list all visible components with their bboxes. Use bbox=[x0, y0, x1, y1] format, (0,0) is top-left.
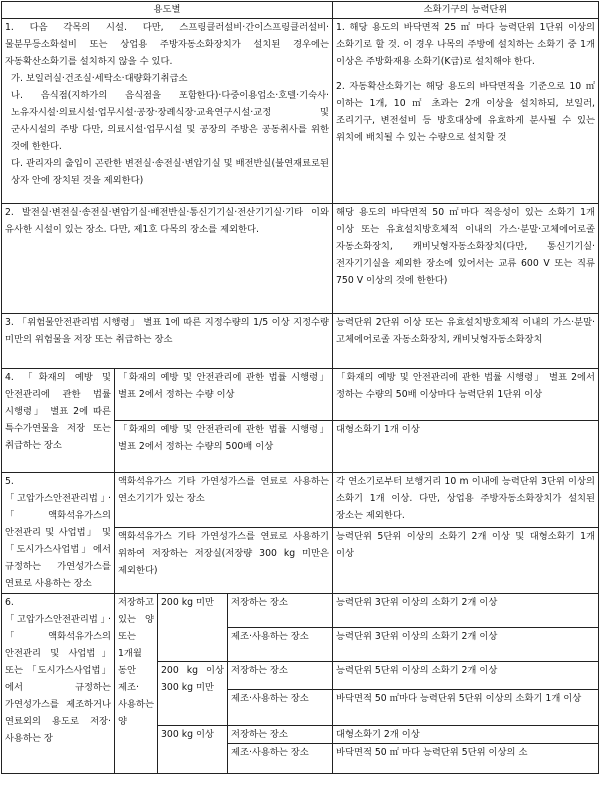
row5a-capacity-cell: 각 연소기로부터 보행거리 10 m 이내에 능력단위 3단위 이상의 소화기 1개 이상. 다만, 상업용 주방자동소화장치가 설치된 장소는 제외한다. bbox=[333, 473, 599, 528]
row6-use-manufacture: 제조·사용하는 장소 bbox=[228, 628, 333, 662]
row1-intro: 1. 다음 각목의 시설. 다만, 스프링클러설비·간이스프링클러설비·물분무등소화설비 또는 상업용 주방자동소화장치가 설치된 경우에는 자동확산소화기를 설치하지 않을 수 있다. bbox=[5, 22, 330, 67]
row2-capacity-cell: 해당 용도의 바닥면적 50 ㎡마다 적응성이 있는 소화기 1개 이상 또는 유효설치방호체적 이내의 가스·분말·고체에어로졸 자동소화장치, 캐비닛형자동소화장치(다만, 통신기기실·전자기기실을 제외한 장소에 있어서는 교류 600 V 또는 직류 750 V 이상의 것에 한한다) bbox=[333, 204, 599, 314]
row1-capacity-para1: 1. 해당 용도의 바닥면적 25 ㎡ 마다 능력단위 1단위 이상의 소화기로 할 것. 이 경우 나목의 주방에 설치하는 소화기 중 1개 이상은 주방화재용 소화기(K급)로 설치해야 한다. bbox=[336, 22, 596, 67]
row1-capacity-cell bbox=[333, 19, 599, 204]
header-usage: 용도별 bbox=[2, 2, 333, 19]
table-row bbox=[2, 594, 599, 628]
table-row bbox=[2, 369, 599, 421]
table-header-row bbox=[2, 2, 599, 19]
row4-usage-cell: 4. 「화재의 예방 및 안전관리에 관한 법률 시행령」 별표 2에 따른 특수가연물을 저장 또는 취급하는 장소 bbox=[2, 369, 115, 473]
row5a-condition-cell: 액화석유가스 기타 가연성가스를 연료로 사용하는 연소기기가 있는 장소 bbox=[115, 473, 333, 528]
row1-item-ga: 가. 보일러실·건조실·세탁소·대량화기취급소 bbox=[11, 73, 188, 84]
row6-requirement: 바닥면적 50 ㎡마다 능력단위 5단위 이상의 소화기 1개 이상 bbox=[333, 690, 599, 726]
row6-use-manufacture: 제조·사용하는 장소 bbox=[228, 690, 333, 726]
header-capacity: 소화기구의 능력단위 bbox=[333, 2, 599, 19]
row3-capacity-cell: 능력단위 2단위 이상 또는 유효설치방호체적 이내의 가스·분말·고체에어로졸 자동소화장치, 캐비닛형자동소화장치 bbox=[333, 314, 599, 369]
table-row bbox=[2, 204, 599, 314]
row6-use-storage: 저장하는 장소 bbox=[228, 726, 333, 744]
row6-use-storage: 저장하는 장소 bbox=[228, 662, 333, 690]
table-row bbox=[2, 473, 599, 528]
row6-usage-cell: 6. 「고압가스안전관리법」·「액화석유가스의 안전관리 및 사업법」 또는 「도시가스사업법」에서 규정하는 가연성가스를 제조하거나 연료외의 용도로 저장·사용하는 장 bbox=[2, 594, 115, 774]
row6-requirement: 대형소화기 2개 이상 bbox=[333, 726, 599, 744]
row1-item-na: 나. 음식점(지하가의 음식점을 포함한다)·다중이용업소·호텔·기숙사·노유자시설·의료시설·업무시설·공장·장례식장·교육연구시설·교정 및 군사시설의 주방 다만, 의료시설·업무시설 및 공장의 주방은 공동취사를 위한 것에 한한다. bbox=[11, 90, 330, 152]
row4a-condition-cell: 「화재의 예방 및 안전관리에 관한 법률 시행령」 별표 2에서 정하는 수량 이상 bbox=[115, 369, 333, 421]
row6-qty-200-300: 200 kg 이상 300 kg 미만 bbox=[158, 662, 228, 726]
row4b-condition-cell: 「화재의 예방 및 안전관리에 관한 법률 시행령」 별표 2에서 정하는 수량의 500배 이상 bbox=[115, 421, 333, 473]
row5-usage-cell: 5. 「고압가스안전관리법」·「액화석유가스의 안전관리 및 사업법」 및 「도시가스사업법」에서 규정하는 가연성가스를 연료로 사용하는 장소 bbox=[2, 473, 115, 594]
row6-requirement: 능력단위 5단위 이상의 소화기 2개 이상 bbox=[333, 662, 599, 690]
row6-use-manufacture: 제조·사용하는 장소 bbox=[228, 744, 333, 774]
row4b-capacity-cell: 대형소화기 1개 이상 bbox=[333, 421, 599, 473]
extinguisher-capacity-table bbox=[1, 1, 599, 774]
row3-usage-cell: 3. 「위험물안전관리법 시행령」 별표 1에 따른 지정수량의 1/5 이상 지정수량 미만의 위험물을 저장 또는 취급하는 장소 bbox=[2, 314, 333, 369]
row6-qty-under-200: 200 kg 미만 bbox=[158, 594, 228, 662]
row6-quantity-basis-cell: 저장하고 있는 양 또는 1개월 동안 제조·사용하는 양 bbox=[115, 594, 158, 774]
row6-requirement: 능력단위 3단위 이상의 소화기 2개 이상 bbox=[333, 628, 599, 662]
row5b-condition-cell: 액화석유가스 기타 가연성가스를 연료로 사용하기 위하여 저장하는 저장실(저장량 300 kg 미만은 제외한다) bbox=[115, 528, 333, 594]
row4a-capacity-cell: 「화재의 예방 및 안전관리에 관한 법률 시행령」 별표 2에서 정하는 수량의 50배 이상마다 능력단위 1단위 이상 bbox=[333, 369, 599, 421]
row1-item-da: 다. 관리자의 출입이 곤란한 변전실·송전실·변압기실 및 배전반실(불연재료로된 상자 안에 장치된 것을 제외한다) bbox=[11, 158, 330, 186]
row6-qty-over-300: 300 kg 이상 bbox=[158, 726, 228, 774]
table-row bbox=[2, 19, 599, 204]
table-row bbox=[2, 314, 599, 369]
row6-use-storage: 저장하는 장소 bbox=[228, 594, 333, 628]
row1-capacity-para2: 2. 자동확산소화기는 해당 용도의 바닥면적을 기준으로 10 ㎡ 이하는 1개, 10 ㎡ 초과는 2개 이상을 설치하되, 보일러, 조리기구, 변전설비 등 방호대상에 유효하게 분사될 수 있는 위치에 배치될 수 있는 수량으로 설치할 것 bbox=[336, 81, 596, 143]
row2-usage-cell: 2. 발전실·변전실·송전실·변압기실·배전반실·통신기기실·전산기기실·기타 이와 유사한 시설이 있는 장소. 다만, 제1호 다목의 장소를 제외한다. bbox=[2, 204, 333, 314]
row5b-capacity-cell: 능력단위 5단위 이상의 소화기 2개 이상 및 대형소화기 1개 이상 bbox=[333, 528, 599, 594]
row6-requirement: 능력단위 3단위 이상의 소화기 2개 이상 bbox=[333, 594, 599, 628]
row1-usage-cell bbox=[2, 19, 333, 204]
row6-requirement: 바닥면적 50 ㎡ 마다 능력단위 5단위 이상의 소 bbox=[333, 744, 599, 774]
